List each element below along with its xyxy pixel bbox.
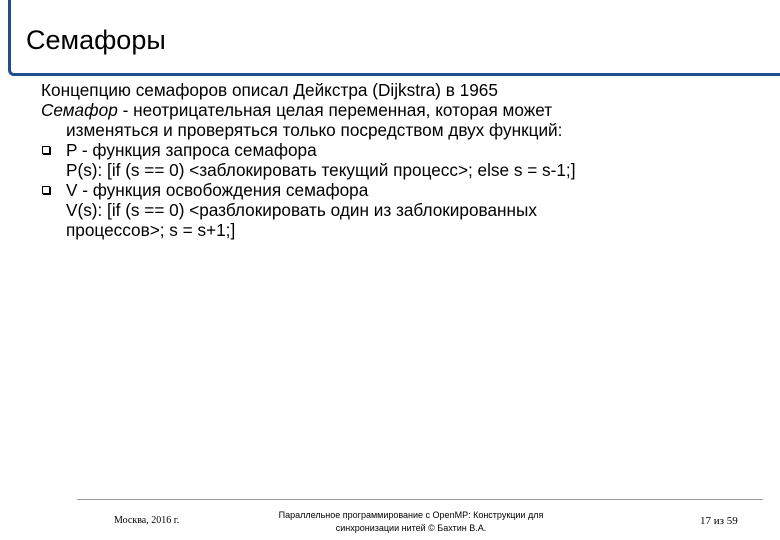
slide-body [41,80,761,240]
intro-line: Концепцию семафоров описал Дейкстра (Dijkstra) в 1965 [41,80,498,100]
footer-course-title [246,509,576,535]
definition-continuation: изменяться и проверяться только посредством двух функций: [66,120,563,140]
footer-location-date: Москва, 2016 г. [114,515,180,526]
definition-line [41,100,761,120]
v-function-code-line2: процессов>; s = s+1;] [66,220,236,240]
bullet-v-function [41,180,761,240]
v-function-code-line1: V(s): [if (s == 0) <разблокировать один из заблокированных [66,200,537,220]
bullet-p-function [41,140,761,180]
definition-term: Семафор [41,100,118,120]
page-number: 17 из 59 [700,515,738,527]
square-bullet-icon [42,146,50,154]
definition-text: - неотрицательная целая переменная, которая может [117,100,553,120]
footer-course-line1: Параллельное программирование с OpenMP: Конструкции для [278,510,544,520]
slide-title: Семафоры [26,25,166,55]
p-function-title: P - функция запроса семафора [66,140,317,160]
square-bullet-icon [42,186,50,194]
p-function-code: P(s): [if (s == 0) <заблокировать текущий процесс>; else s = s-1;] [66,160,576,180]
footer-course-line2: синхронизации нитей © Бахтин В.А. [335,523,487,533]
v-function-title: V - функция освобождения семафора [66,180,369,200]
footer-divider [77,499,763,500]
